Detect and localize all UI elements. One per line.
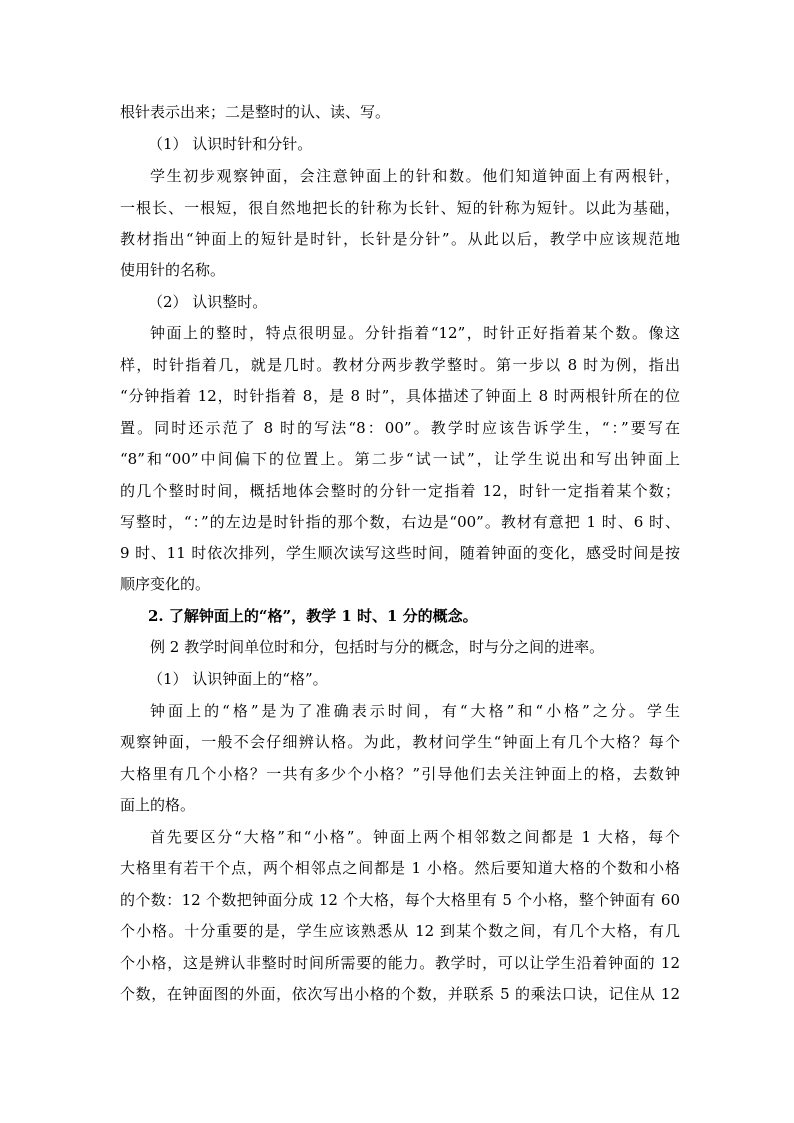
subsection-heading: （1） 认识时针和分针。	[148, 135, 313, 153]
paragraph-line: 使用针的名称。	[120, 261, 226, 279]
paragraph-line: 的几个整时时间，概括地体会整时的分针一定指着 12，时针一定指着某个数；	[120, 482, 680, 500]
subsection-heading: （2） 认识整时。	[148, 293, 268, 311]
paragraph-line: 首先要区分“大格”和“小格”。钟面上两个相邻数之间都是 1 大格，每个	[150, 828, 680, 846]
paragraph-line: 写整时，“：”的左边是时针指的那个数，右边是“00”。教材有意把 1 时、6 时、	[120, 513, 680, 531]
paragraph-line: 钟面上的“格”是为了准确表示时间，有“大格”和“小格”之分。学生	[150, 702, 680, 720]
section-heading: 2. 了解钟面上的“格”，教学 1 时、1 分的概念。	[148, 607, 478, 625]
paragraph-line: 学生初步观察钟面，会注意钟面上的针和数。他们知道钟面上有两根针，	[150, 167, 680, 185]
paragraph-line: 教材指出“钟面上的短针是时针，长针是分针”。从此以后，教学中应该规范地	[120, 230, 680, 248]
paragraph-line: 钟面上的整时，特点很明显。分针指着“12”，时针正好指着某个数。像这	[150, 324, 680, 342]
paragraph-line: 顺序变化的。	[120, 575, 211, 593]
paragraph-line: 9 时、11 时依次排列，学生顺次读写这些时间，随着钟面的变化，感受时间是按	[120, 544, 680, 562]
paragraph-line: “8”和“00”中间偏下的位置上。第二步“试一试”，让学生说出和写出钟面上	[120, 450, 680, 468]
paragraph-line: 例 2 教学时间单位时和分，包括时与分的概念，时与分之间的进率。	[150, 638, 605, 656]
paragraph-line: 个小格。十分重要的是，学生应该熟悉从 12 到某个数之间，有几个大格，有几	[120, 922, 680, 940]
paragraph-line: 置。同时还示范了 8 时的写法“8：00”。教学时应该告诉学生，“：”要写在	[120, 419, 680, 437]
paragraph-line: 个数，在钟面图的外面，依次写出小格的个数，并联系 5 的乘法口诀，记住从 12	[120, 985, 680, 1003]
paragraph-line: 的个数：12 个数把钟面分成 12 个大格，每个大格里有 5 个小格，整个钟面有 60	[120, 891, 680, 909]
text-line: 根针表示出来；二是整时的认、读、写。	[120, 103, 391, 121]
paragraph-line: 大格里有若干个点，两个相邻点之间都是 1 小格。然后要知道大格的个数和小格	[120, 859, 680, 877]
paragraph-line: 大格里有几个小格？一共有多少个小格？”引导他们去关注钟面上的格，去数钟	[120, 765, 680, 783]
paragraph-line: 样，时针指着几，就是几时。教材分两步教学整时。第一步以 8 时为例，指出	[120, 356, 680, 374]
paragraph-line: 面上的格。	[120, 796, 196, 814]
paragraph-line: 观察钟面，一般不会仔细辨认格。为此，教材问学生“钟面上有几个大格？每个	[120, 733, 680, 751]
paragraph-line: 一根长、一根短，很自然地把长的针称为长针、短的针称为短针。以此为基础，	[120, 199, 680, 217]
paragraph-line: 个小格，这是辨认非整时时间所需要的能力。教学时，可以让学生沿着钟面的 12	[120, 954, 680, 972]
paragraph-line: “分钟指着 12，时针指着 8，是 8 时”，具体描述了钟面上 8 时两根针所在的位	[120, 387, 680, 405]
subsection-heading: （1） 认识钟面上的“格”。	[148, 670, 328, 688]
